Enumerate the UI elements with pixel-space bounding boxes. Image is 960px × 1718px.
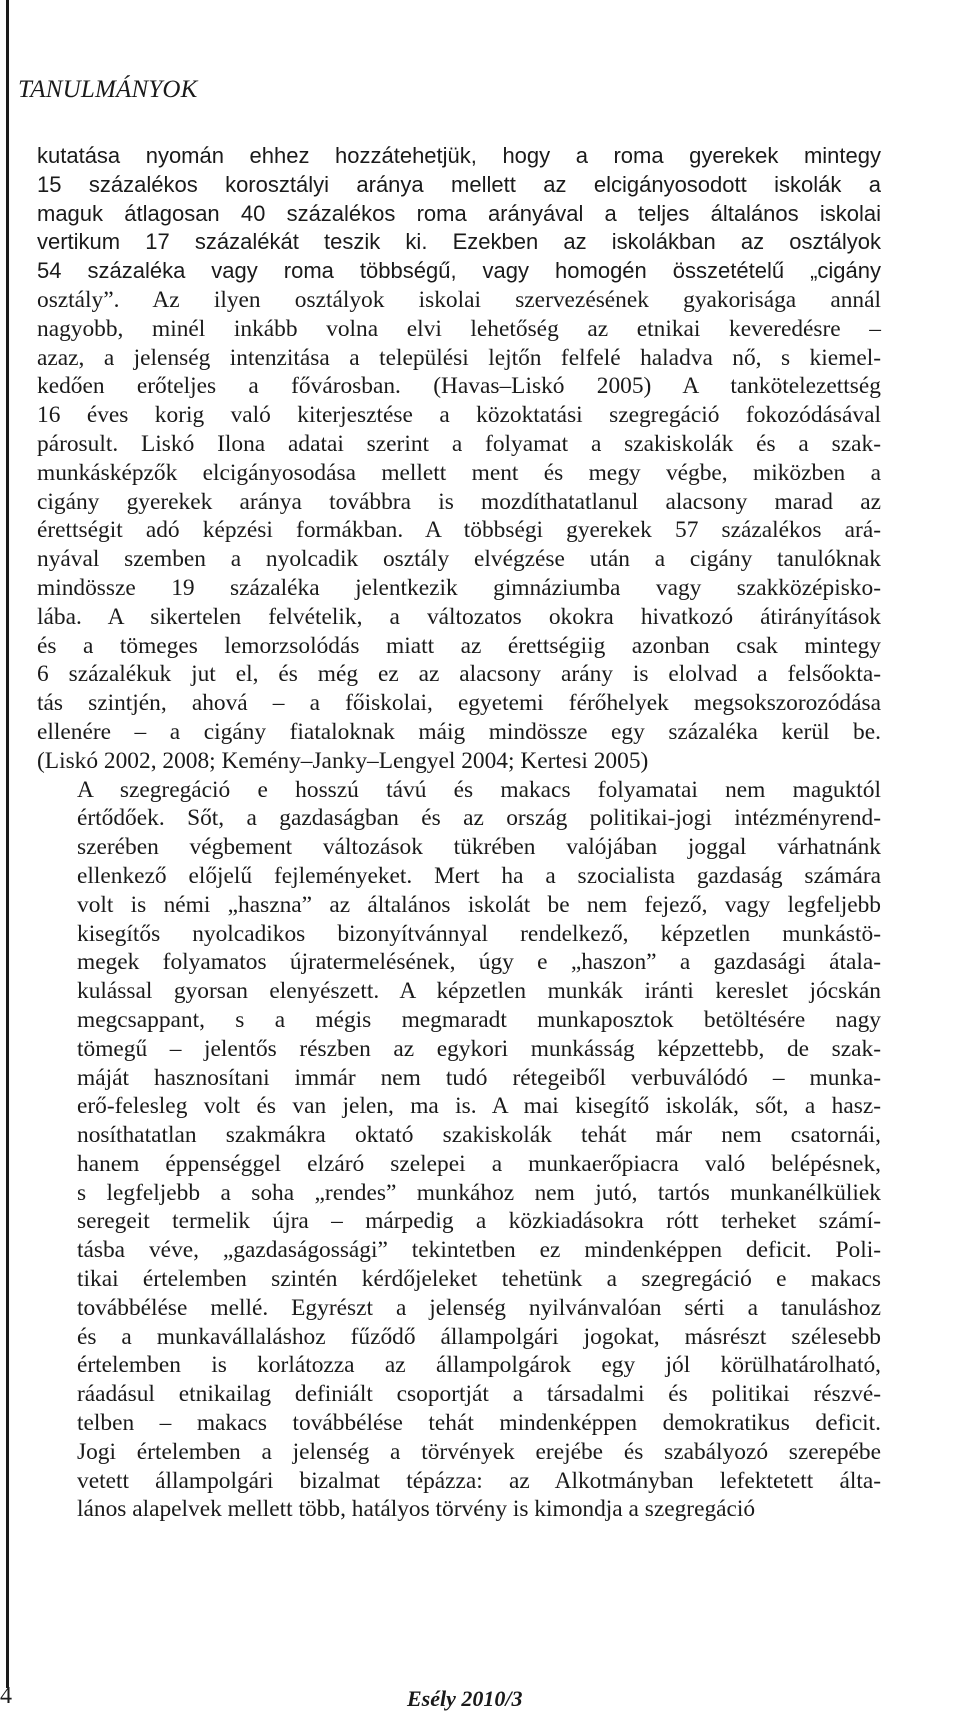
text-line: 15 százalékos korosztályi aránya mellett az elcigányosodott iskolák a bbox=[37, 171, 881, 197]
text-line: értelemben is korlátozza az állampolgárok egy jól körülhatárolható, bbox=[77, 1352, 881, 1379]
text-line: kutatása nyomán ehhez hozzátehetjük, hogy a roma gyerekek mintegy bbox=[37, 143, 881, 168]
text-line: s legfeljebb a soha „rendes” munkához nem jutó, tartós munkanélküliek bbox=[77, 1179, 881, 1206]
text-line: érettségit adó képzési formákban. A többségi gyerekek 57 százalékos ará- bbox=[37, 517, 881, 544]
text-line: nagyobb, minél inkább volna elvi lehetőség az etnikai keveredésre – bbox=[37, 315, 881, 342]
text-line: ellenkező előjelű fejleményeket. Mert ha a szocialista gazdaság számára bbox=[77, 862, 881, 889]
text-line: kisegítős nyolcadikos bizonyítvánnyal rendelkező, képzetlen munkástö- bbox=[77, 920, 881, 947]
text-line: és a munkavállaláshoz fűződő állampolgári jogokat, másrészt szélesebb bbox=[77, 1323, 881, 1350]
text-line: telben – makacs továbbélése tehát mindenképpen demokratikus deficit. bbox=[77, 1410, 881, 1437]
text-line: nosíthatatlan szakmákra oktató szakiskolák tehát már nem csatornái, bbox=[77, 1122, 881, 1149]
text-line: seregeit termelik újra – márpedig a közkiadásokra rótt terheket számí- bbox=[77, 1208, 881, 1235]
page-number: 4 bbox=[0, 1683, 12, 1709]
text-line: kedően erőteljes a fővárosban. (Havas–Liskó 2005) A tankötelezettség bbox=[37, 373, 881, 400]
text-line: vertikum 17 százalékát teszik ki. Ezekben az iskolákban az osztályok bbox=[37, 229, 881, 255]
text-line: azaz, a jelenség intenzitása a települési lejtőn felfelé haladva nő, s kiemel- bbox=[37, 344, 881, 371]
text-line: párosult. Liskó Ilona adatai szerint a folyamat a szakiskolák és a szak- bbox=[37, 430, 881, 457]
text-line: lános alapelvek mellett több, hatályos törvény is kimondja a szegregáció bbox=[77, 1496, 756, 1523]
text-line: tásba véve, „gazdaságossági” tekintetben ez mindenképpen deficit. Poli- bbox=[77, 1237, 881, 1264]
text-line: továbbélése mellé. Egyrészt a jelenség nyilvánvalóan sérti a tanuláshoz bbox=[77, 1294, 881, 1321]
text-line: munkásképzők elcigányosodása mellett ment és megy végbe, miközben a bbox=[37, 459, 881, 486]
section-header: TANULMÁNYOK bbox=[18, 76, 198, 103]
paragraph bbox=[37, 142, 881, 776]
text-line: értődőek. Sőt, a gazdaságban és az ország politikai-jogi intézményrend- bbox=[77, 805, 881, 832]
left-margin-rule bbox=[6, 0, 9, 1688]
text-line: ellenére – a cigány fiataloknak máig mindössze egy százaléka kerül be. bbox=[37, 718, 881, 745]
text-line: megcsappant, s a mégis megmaradt munkaposztok betöltésére nagy bbox=[77, 1006, 881, 1033]
text-line: maguk átlagosan 40 százalékos roma arányával a teljes általános iskolai bbox=[37, 200, 881, 226]
text-line: erő-felesleg volt és van jelen, ma is. A mai kisegítő iskolák, sőt, a hasz- bbox=[77, 1093, 881, 1120]
journal-title: Esély 2010/3 bbox=[407, 1686, 523, 1711]
text-line: hanem éppenséggel elzáró szelepei a munkaerőpiacra való belépésnek, bbox=[77, 1150, 881, 1177]
text-line: ráadásul etnikailag definiált csoportját a társadalmi és politikai részvé- bbox=[77, 1381, 881, 1408]
text-line: tömegű – jelentős részben az egykori munkásság képzettebb, de szak- bbox=[77, 1035, 881, 1062]
text-line: tikai értelemben szintén kérdőjeleket tehetünk a szegregáció e makacs bbox=[77, 1266, 881, 1293]
text-line: (Liskó 2002, 2008; Kemény–Janky–Lengyel 2004; Kertesi 2005) bbox=[37, 747, 649, 774]
text-line: Jogi értelemben a jelenség a törvények erejébe és szabályozó szerepébe bbox=[77, 1438, 881, 1465]
text-line: és a tömeges lemorzsolódás miatt az érettségiig azonban csak mintegy bbox=[37, 632, 881, 659]
paragraph bbox=[37, 776, 881, 1525]
text-line: mindössze 19 százaléka jelentkezik gimnáziumba vagy szakközépisko- bbox=[37, 574, 881, 601]
text-line: nyával szemben a nyolcadik osztály elvégzése után a cigány tanulóknak bbox=[37, 546, 881, 573]
text-line: máját hasznosítani immár nem tudó rétegeiből verbuválódó – munka- bbox=[77, 1064, 881, 1091]
text-line: 6 százalékuk jut el, és még ez az alacsony arány is elolvad a felsőokta- bbox=[37, 661, 881, 688]
text-line: megek folyamatos újratermelésének, úgy e „haszon” a gazdasági átala- bbox=[77, 949, 881, 976]
text-line: szerében végbement változások tükrében valójában joggal várhatnánk bbox=[77, 834, 881, 861]
text-line: 54 százaléka vagy roma többségű, vagy homogén összetételű „cigány bbox=[37, 258, 881, 284]
text-line: cigány gyerekek aránya továbbra is mozdíthatatlanul alacsony marad az bbox=[37, 488, 881, 515]
text-line: tás szintjén, ahová – a főiskolai, egyetemi férőhelyek megsokszorozódása bbox=[37, 690, 881, 717]
text-line: kulással gyorsan elenyészett. A képzetlen munkák iránti kereslet jócskán bbox=[77, 978, 881, 1005]
text-line: 16 éves korig való kiterjesztése a közoktatási szegregáció fokozódásával bbox=[37, 402, 881, 429]
text-line: lába. A sikertelen felvételik, a változatos okokra hivatkozó átirányítások bbox=[37, 603, 881, 630]
article-body bbox=[37, 142, 881, 1524]
text-line: vetett állampolgári bizalmat tépázza: az Alkotmányban lefektetett álta- bbox=[77, 1467, 881, 1494]
text-line: volt is némi „haszna” az általános iskolát be nem fejező, vagy legfeljebb bbox=[77, 891, 881, 918]
text-line: osztály”. Az ilyen osztályok iskolai szervezésének gyakorisága annál bbox=[37, 286, 881, 313]
text-line: A szegregáció e hosszú távú és makacs folyamatai nem maguktól bbox=[77, 776, 881, 803]
